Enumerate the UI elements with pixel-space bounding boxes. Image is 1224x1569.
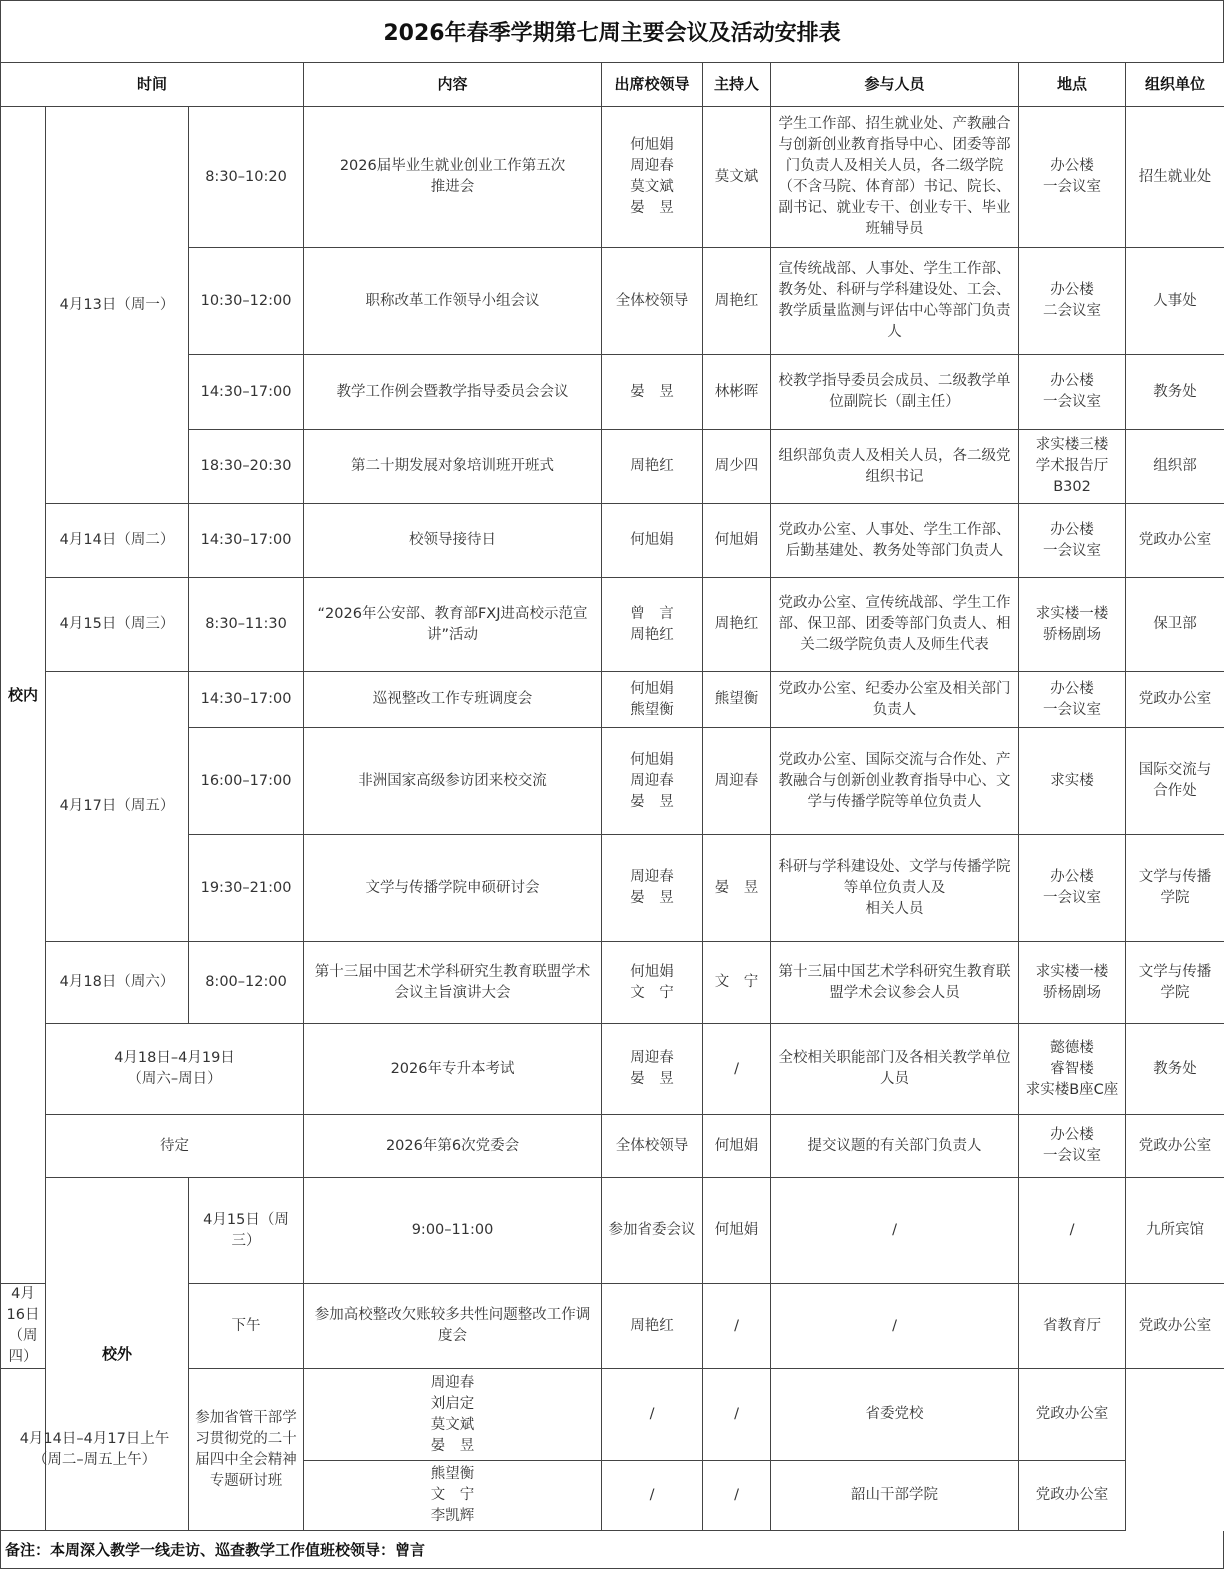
participants-cell: 学生工作部、招生就业处、产教融合与创新创业教育指导中心、团委等部门负责人及相关人员，各二级学院（不含马院、体育部）书记、院长、副书记、就业专干、创业专干、毕业班辅导员 <box>771 107 1019 248</box>
host-cell: 文 宁 <box>703 942 771 1024</box>
header-row <box>1 63 1224 107</box>
participants-cell: 提交议题的有关部门负责人 <box>771 1115 1019 1178</box>
group-label-inside: 校内 <box>1 107 46 1284</box>
organizer-cell: 文学与传播 学院 <box>1126 835 1224 942</box>
table-row <box>1 107 1224 248</box>
schedule-table <box>0 62 1224 1531</box>
participants-cell: 党政办公室、人事处、学生工作部、后勤基建处、教务处等部门负责人 <box>771 504 1019 578</box>
header-time: 时间 <box>1 63 304 107</box>
leaders-cell: 晏 昱 <box>602 355 703 430</box>
leaders-cell: 周迎春 晏 昱 <box>602 1024 703 1115</box>
table-row <box>1 942 1224 1024</box>
host-cell: / <box>602 1461 703 1531</box>
leaders-cell: 何旭娟 熊望衡 <box>602 672 703 728</box>
footer-note: 备注：本周深入教学一线走访、巡查教学工作值班校领导：曾言 <box>0 1531 1224 1569</box>
host-cell: / <box>602 1369 703 1461</box>
content-cell: 参加高校整改欠账较多共性问题整改工作调度会 <box>304 1284 602 1369</box>
participants-cell: 校教学指导委员会成员、二级教学单位副院长（副主任） <box>771 355 1019 430</box>
host-cell: 周少四 <box>703 430 771 504</box>
time-cell: 8:00–12:00 <box>189 942 304 1024</box>
participants-cell: 第十三届中国艺术学科研究生教育联盟学术会议参会人员 <box>771 942 1019 1024</box>
date-cell: 4月14日（周二） <box>46 504 189 578</box>
date-cell: 4月16日（周四） <box>1 1284 46 1369</box>
host-cell: 周艳红 <box>703 248 771 355</box>
location-cell: 求实楼一楼 骄杨剧场 <box>1019 578 1126 672</box>
participants-cell: / <box>1019 1178 1126 1284</box>
leaders-cell: 何旭娟 <box>602 504 703 578</box>
time-cell: 18:30–20:30 <box>189 430 304 504</box>
leaders-cell: 周艳红 <box>602 430 703 504</box>
leaders-cell: 何旭娟 周迎春 晏 昱 <box>602 728 703 835</box>
date-cell: 4月13日（周一） <box>46 107 189 504</box>
time-cell: 14:30–17:00 <box>189 355 304 430</box>
table-row <box>1 1369 1224 1461</box>
header-host: 主持人 <box>703 63 771 107</box>
organizer-cell: 保卫部 <box>1126 578 1224 672</box>
table-row <box>1 1115 1224 1178</box>
header-content: 内容 <box>304 63 602 107</box>
location-cell: 韶山干部学院 <box>771 1461 1019 1531</box>
leaders-cell: 熊望衡 文 宁 李凯辉 <box>304 1461 602 1531</box>
header-leaders: 出席校领导 <box>602 63 703 107</box>
location-cell: 办公楼 二会议室 <box>1019 248 1126 355</box>
location-cell: 办公楼 一会议室 <box>1019 355 1126 430</box>
content-cell: 2026届毕业生就业创业工作第五次 推进会 <box>304 107 602 248</box>
host-cell: 周迎春 <box>703 728 771 835</box>
time-cell: 9:00–11:00 <box>304 1178 602 1284</box>
host-cell: 林彬晖 <box>703 355 771 430</box>
header-participants: 参与人员 <box>771 63 1019 107</box>
host-cell: 熊望衡 <box>703 672 771 728</box>
leaders-cell: 曾 言 周艳红 <box>602 578 703 672</box>
leaders-cell: 何旭娟 <box>703 1178 771 1284</box>
location-cell: 办公楼 一会议室 <box>1019 504 1126 578</box>
content-cell: 第十三届中国艺术学科研究生教育联盟学术会议主旨演讲大会 <box>304 942 602 1024</box>
date-cell: 4月18日（周六） <box>46 942 189 1024</box>
leaders-cell: 何旭娟 文 宁 <box>602 942 703 1024</box>
host-cell: 何旭娟 <box>703 504 771 578</box>
participants-cell: 党政办公室、纪委办公室及相关部门负责人 <box>771 672 1019 728</box>
host-cell: 莫文斌 <box>703 107 771 248</box>
organizer-cell: 党政办公室 <box>1126 504 1224 578</box>
location-cell: 懿德楼 睿智楼 求实楼B座C座 <box>1019 1024 1126 1115</box>
organizer-cell: 国际交流与 合作处 <box>1126 728 1224 835</box>
organizer-cell: 党政办公室 <box>1019 1369 1126 1461</box>
content-cell: 参加省管干部学习贯彻党的二十届四中全会精神专题研讨班 <box>189 1369 304 1531</box>
organizer-cell: 人事处 <box>1126 248 1224 355</box>
organizer-cell: 党政办公室 <box>1126 1284 1224 1369</box>
header-organizer: 组织单位 <box>1126 63 1224 107</box>
organizer-cell: 教务处 <box>1126 355 1224 430</box>
organizer-cell: 教务处 <box>1126 1024 1224 1115</box>
header-location: 地点 <box>1019 63 1126 107</box>
organizer-cell: 文学与传播 学院 <box>1126 942 1224 1024</box>
content-cell: 文学与传播学院申硕研讨会 <box>304 835 602 942</box>
leaders-cell: 周艳红 <box>602 1284 703 1369</box>
page-title: 2026年春季学期第七周主要会议及活动安排表 <box>0 0 1224 62</box>
time-cell: 14:30–17:00 <box>189 672 304 728</box>
location-cell: 求实楼一楼 骄杨剧场 <box>1019 942 1126 1024</box>
location-cell: 办公楼 一会议室 <box>1019 835 1126 942</box>
location-cell: 九所宾馆 <box>1126 1178 1224 1284</box>
location-cell: 办公楼 一会议室 <box>1019 1115 1126 1178</box>
host-cell: / <box>771 1178 1019 1284</box>
leaders-cell: 周迎春 晏 昱 <box>602 835 703 942</box>
host-cell: 何旭娟 <box>703 1115 771 1178</box>
participants-cell: 组织部负责人及相关人员，各二级党组织书记 <box>771 430 1019 504</box>
date-cell: 4月15日（周三） <box>46 578 189 672</box>
leaders-cell: 全体校领导 <box>602 248 703 355</box>
location-cell: 办公楼 一会议室 <box>1019 107 1126 248</box>
organizer-cell: 党政办公室 <box>1019 1461 1126 1531</box>
host-cell: 晏 昱 <box>703 835 771 942</box>
table-row <box>1 578 1224 672</box>
content-cell: 2026年专升本考试 <box>304 1024 602 1115</box>
location-cell: 求实楼 <box>1019 728 1126 835</box>
table-row <box>1 1178 1224 1284</box>
location-cell: 办公楼 一会议室 <box>1019 672 1126 728</box>
time-cell: 10:30–12:00 <box>189 248 304 355</box>
date-cell: 4月17日（周五） <box>46 672 189 942</box>
participants-cell: / <box>703 1369 771 1461</box>
table-row <box>1 672 1224 728</box>
time-cell: 8:30–11:30 <box>189 578 304 672</box>
group-label-outside: 校外 <box>46 1178 189 1531</box>
time-cell: 16:00–17:00 <box>189 728 304 835</box>
participants-cell: 科研与学科建设处、文学与传播学院等单位负责人及 相关人员 <box>771 835 1019 942</box>
content-cell: 参加省委会议 <box>602 1178 703 1284</box>
participants-cell: / <box>703 1461 771 1531</box>
table-row <box>1 504 1224 578</box>
host-cell: / <box>703 1024 771 1115</box>
content-cell: 校领导接待日 <box>304 504 602 578</box>
location-cell: 省教育厅 <box>1019 1284 1126 1369</box>
date-cell: 4月15日（周三） <box>189 1178 304 1284</box>
host-cell: / <box>703 1284 771 1369</box>
leaders-cell: 周迎春 刘启定 莫文斌 晏 昱 <box>304 1369 602 1461</box>
location-cell: 求实楼三楼 学术报告厅 B302 <box>1019 430 1126 504</box>
time-cell: 19:30–21:00 <box>189 835 304 942</box>
table-row <box>1 1024 1224 1115</box>
organizer-cell: 组织部 <box>1126 430 1224 504</box>
content-cell: 非洲国家高级参访团来校交流 <box>304 728 602 835</box>
participants-cell: 党政办公室、国际交流与合作处、产教融合与创新创业教育指导中心、文学与传播学院等单位负责人 <box>771 728 1019 835</box>
time-cell: 8:30–10:20 <box>189 107 304 248</box>
organizer-cell: 招生就业处 <box>1126 107 1224 248</box>
content-cell: “2026年公安部、教育部FXJ进高校示范宣讲”活动 <box>304 578 602 672</box>
participants-cell: 宣传统战部、人事处、学生工作部、教务处、科研与学科建设处、工会、教学质量监测与评估中心等部门负责人 <box>771 248 1019 355</box>
leaders-cell: 何旭娟 周迎春 莫文斌 晏 昱 <box>602 107 703 248</box>
time-cell: 14:30–17:00 <box>189 504 304 578</box>
participants-cell: 党政办公室、宣传统战部、学生工作部、保卫部、团委等部门负责人、相关二级学院负责人及师生代表 <box>771 578 1019 672</box>
leaders-cell: 全体校领导 <box>602 1115 703 1178</box>
content-cell: 2026年第6次党委会 <box>304 1115 602 1178</box>
date-cell: 4月18日–4月19日 （周六–周日） <box>46 1024 304 1115</box>
content-cell: 教学工作例会暨教学指导委员会会议 <box>304 355 602 430</box>
date-cell: 待定 <box>46 1115 304 1178</box>
location-cell: 省委党校 <box>771 1369 1019 1461</box>
host-cell: 周艳红 <box>703 578 771 672</box>
content-cell: 巡视整改工作专班调度会 <box>304 672 602 728</box>
participants-cell: 全校相关职能部门及各相关教学单位人员 <box>771 1024 1019 1115</box>
organizer-cell: 党政办公室 <box>1126 672 1224 728</box>
participants-cell: / <box>771 1284 1019 1369</box>
date-cell: 4月14日–4月17日上午 （周二–周五上午） <box>1 1369 189 1531</box>
organizer-cell: 党政办公室 <box>1126 1115 1224 1178</box>
content-cell: 第二十期发展对象培训班开班式 <box>304 430 602 504</box>
content-cell: 职称改革工作领导小组会议 <box>304 248 602 355</box>
time-cell: 下午 <box>189 1284 304 1369</box>
